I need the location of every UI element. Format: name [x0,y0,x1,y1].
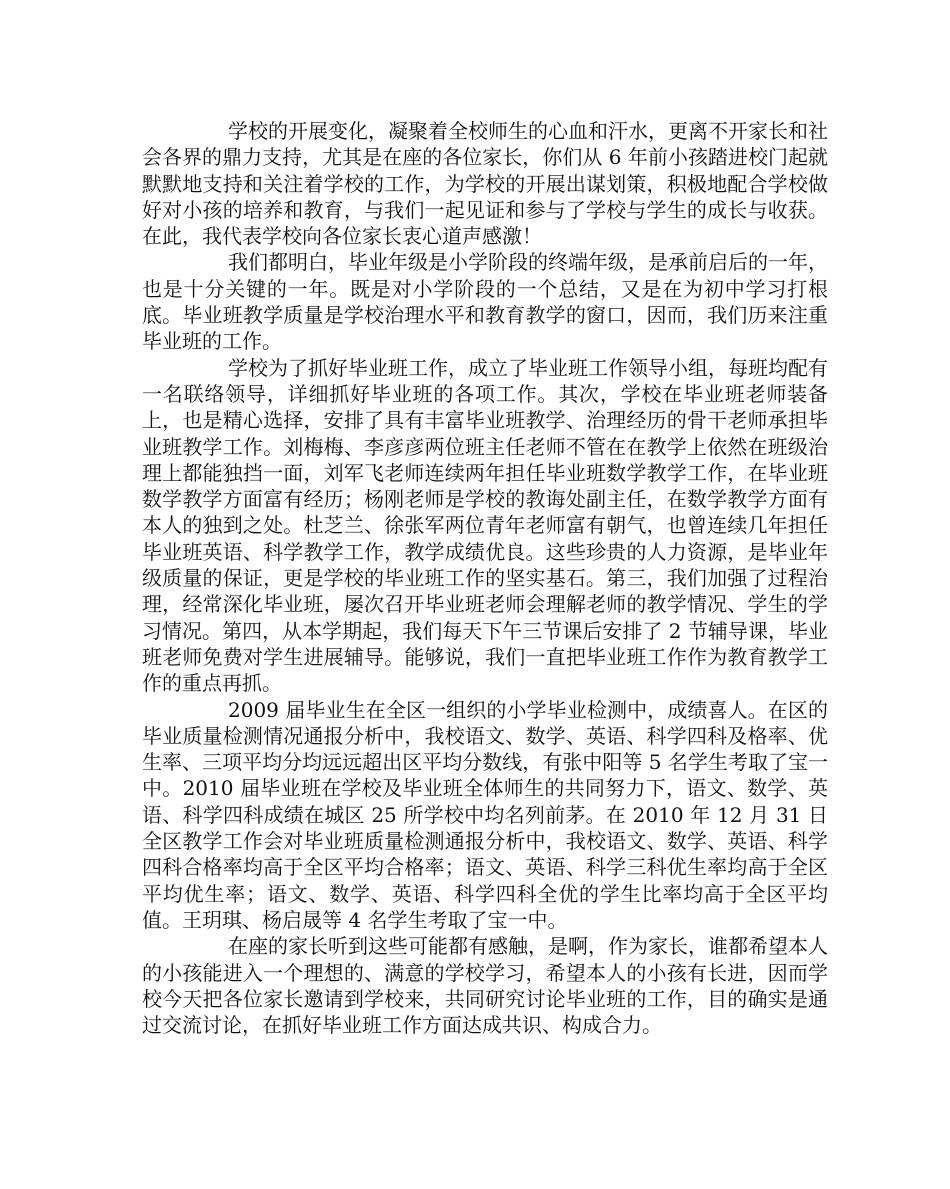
paragraph-exam-results: 2009 届毕业生在全区一组织的小学毕业检测中，成绩喜人。在区的毕业质量检测情况通报分析中，我校语文、数学、英语、科学四科及格率、优生率、三项平均分均远远超出区平均分数线，有张中阳等 5 名学生考取了宝一中。2010 届毕业班在学校及毕业班全体师生的共同努力下，语文、数学、英语、科学四科成绩在城区 25 所学校中均名列前茅。在 2010 年 12 月 31 日全区教学工作会对毕业班质量检测通报分析中，我校语文、数学、英语、科学四科合格率均高于全区平均合格率；语文、英语、科学三科优生率均高于全区平均优生率；语文、数学、英语、科学四科全优的学生比率均高于全区平均值。王玥琪、杨启晟等 4 名学生考取了宝一中。 [142,697,828,932]
paragraph-school-measures: 学校为了抓好毕业班工作，成立了毕业班工作领导小组，每班均配有一名联络领导，详细抓好毕业班的各项工作。其次，学校在毕业班老师装备上，也是精心选择，安排了具有丰富毕业班教学、治理经历的骨干老师承担毕业班教学工作。刘梅梅、李彦彦两位班主任老师不管在在教学上依然在班级治理上都能独挡一面，刘军飞老师连续两年担任毕业班数学教学工作，在毕业班数学教学方面富有经历；杨刚老师是学校的教诲处副主任，在数学教学方面有本人的独到之处。杜芝兰、徐张军两位青年老师富有朝气，也曾连续几年担任毕业班英语、科学教学工作，教学成绩优良。这些珍贵的人力资源，是毕业年级质量的保证，更是学校的毕业班工作的坚实基石。第三，我们加强了过程治理，经常深化毕业班，屡次召开毕业班老师会理解老师的教学情况、学生的学习情况。第四，从本学期起，我们每天下午三节课后安排了 2 节辅导课，毕业班老师免费对学生进展辅导。能够说，我们一直把毕业班工作作为教育教学工作的重点再抓。 [142,355,828,696]
paragraph-shared-goal: 在座的家长听到这些可能都有感触，是啊，作为家长，谁都希望本人的小孩能进入一个理想的、满意的学校学习，希望本人的小孩有长进，因而学校今天把各位家长邀请到学校来，共同研究讨论毕业班的工作，目的确实是通过交流讨论，在抓好毕业班工作方面达成共识、构成合力。 [142,934,828,1038]
paragraph-graduation-year-importance: 我们都明白，毕业年级是小学阶段的终端年级，是承前启后的一年，也是十分关键的一年。既是对小学阶段的一个总结，又是在为初中学习打根底。毕业班教学质量是学校治理水平和教育教学的窗口，因而，我们历来注重毕业班的工作。 [142,250,828,354]
paragraph-thanks-to-parents: 学校的开展变化，凝聚着全校师生的心血和汗水，更离不开家长和社会各界的鼎力支持，尤其是在座的各位家长，你们从 6 年前小孩踏进校门起就默默地支持和关注着学校的工作，为学校的开展出谋划策，积极地配合学校做好对小孩的培养和教育，与我们一起见证和参与了学校与学生的成长与收获。在此，我代表学校向各位家长衷心道声感激！ [142,119,828,249]
document-body [142,118,828,1038]
